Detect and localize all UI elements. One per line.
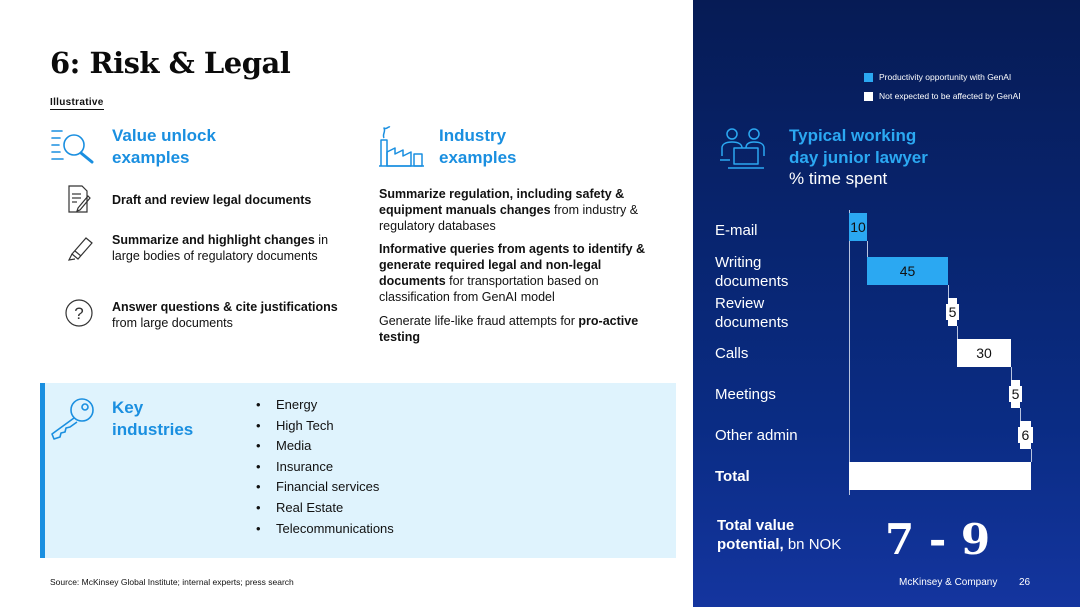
people-laptop-icon	[716, 126, 772, 174]
industry-item-3	[379, 313, 671, 345]
data-label-writing-documents: 45	[899, 263, 916, 279]
list-item: • Telecommunications	[256, 519, 394, 540]
list-item: • Financial services	[256, 477, 394, 498]
data-label-meetings: 5	[1009, 386, 1022, 402]
category-label-calls: Calls	[715, 345, 749, 362]
data-label-calls: 30	[976, 345, 992, 361]
document-pen-icon	[66, 184, 92, 214]
key-industries-heading-line2: industries	[112, 420, 194, 439]
data-label-other-admin: 6	[1018, 427, 1033, 443]
connector-line	[1031, 449, 1032, 462]
chart-subheading: % time spent	[789, 169, 888, 188]
legend-swatch-white	[864, 92, 873, 101]
source-note: Source: McKinsey Global Institute; internal experts; press search	[50, 577, 294, 587]
page-title: 6: Risk & Legal	[50, 46, 291, 80]
category-label-email: E-mail	[715, 222, 758, 239]
list-item: • Energy	[256, 395, 394, 416]
legend-item-productivity	[864, 72, 1011, 82]
total-value-label	[717, 516, 841, 554]
list-item: • Media	[256, 436, 394, 457]
factory-icon	[378, 124, 426, 168]
data-label-review-documents: 5	[946, 304, 959, 320]
total-value-label-line2: potential,	[717, 536, 784, 553]
value-item-2	[112, 232, 347, 264]
category-label-writing-line1: Writing	[715, 254, 762, 271]
data-label-e-mail: 10	[850, 219, 866, 235]
legend-label-2: Not expected to be affected by GenAI	[879, 91, 1021, 101]
chart-heading-line2: day junior lawyer	[789, 148, 928, 167]
industry-item-3-bold: pro-active testing	[379, 314, 639, 344]
connector-line	[948, 285, 949, 298]
industry-item-1-bold: Summarize regulation, including safety & equipment manuals changes	[379, 187, 625, 217]
category-label-writing-line2: documents	[715, 273, 789, 290]
key-industries-heading-line1: Key	[112, 398, 144, 417]
category-label-meetings: Meetings	[715, 386, 776, 403]
svg-text:?: ?	[74, 304, 84, 323]
key-icon	[48, 396, 96, 442]
value-item-2-rest: in large bodies of regulatory documents	[112, 233, 329, 263]
category-label-review-line1: Review	[715, 295, 765, 312]
total-value-unit: bn NOK	[783, 536, 842, 553]
total-value-label-line1: Total value	[717, 517, 795, 534]
category-label-writing	[715, 253, 788, 291]
value-unlock-heading-line1: Value unlock	[112, 126, 216, 145]
list-item: • Real Estate	[256, 498, 394, 519]
industry-item-2	[379, 241, 671, 305]
industry-item-1	[379, 186, 671, 234]
legend-item-unaffected	[864, 91, 1021, 101]
category-label-review	[715, 294, 788, 332]
value-item-1	[112, 192, 342, 208]
industry-item-2-rest: for transportation based on classification from GenAI model	[379, 274, 599, 304]
industry-item-3-pre: Generate life-like fraud attempts for	[379, 314, 579, 328]
chart-heading-line1: Typical working	[789, 126, 917, 145]
illustrative-label: Illustrative	[50, 97, 104, 108]
category-label-total: Total	[715, 468, 750, 485]
connector-line	[1020, 408, 1021, 421]
value-item-3	[112, 299, 347, 331]
industry-item-2-bold: Informative queries from agents to identify & generate required legal and non-legal documents	[379, 242, 646, 288]
value-item-3-bold: Answer questions & cite justifications	[112, 300, 338, 314]
category-label-other-admin: Other admin	[715, 427, 798, 444]
connector-line	[867, 241, 868, 257]
industry-heading-line1: Industry	[439, 126, 507, 145]
industry-heading	[439, 125, 599, 169]
page-number: 26	[1019, 577, 1031, 588]
key-industries-heading	[112, 397, 193, 441]
value-unlock-heading-line2: examples	[112, 148, 190, 167]
list-item: • High Tech	[256, 416, 394, 437]
key-industries-list	[256, 395, 394, 539]
connector-line	[1011, 367, 1012, 380]
value-unlock-heading	[112, 125, 272, 169]
brand-footer: McKinsey & Company	[899, 577, 998, 588]
legend-swatch-blue	[864, 73, 873, 82]
value-item-1-bold: Draft and review legal documents	[112, 193, 312, 207]
industry-heading-line2: examples	[439, 148, 517, 167]
chart-heading	[789, 125, 928, 169]
industry-item-1-rest: from industry & regulatory databases	[379, 203, 639, 233]
connector-line	[957, 326, 958, 339]
value-item-3-rest: from large documents	[112, 316, 233, 330]
value-item-2-bold: Summarize and highlight changes	[112, 233, 315, 247]
highlighter-icon	[66, 232, 96, 262]
magnifier-document-icon	[50, 127, 96, 165]
total-value-number: 7 - 9	[885, 515, 991, 564]
bar-total	[849, 462, 1031, 490]
list-item: • Insurance	[256, 457, 394, 478]
category-label-review-line2: documents	[715, 314, 789, 331]
chart-axis	[849, 210, 850, 495]
legend-label-1: Productivity opportunity with GenAI	[879, 72, 1012, 82]
question-mark-icon	[64, 298, 94, 328]
